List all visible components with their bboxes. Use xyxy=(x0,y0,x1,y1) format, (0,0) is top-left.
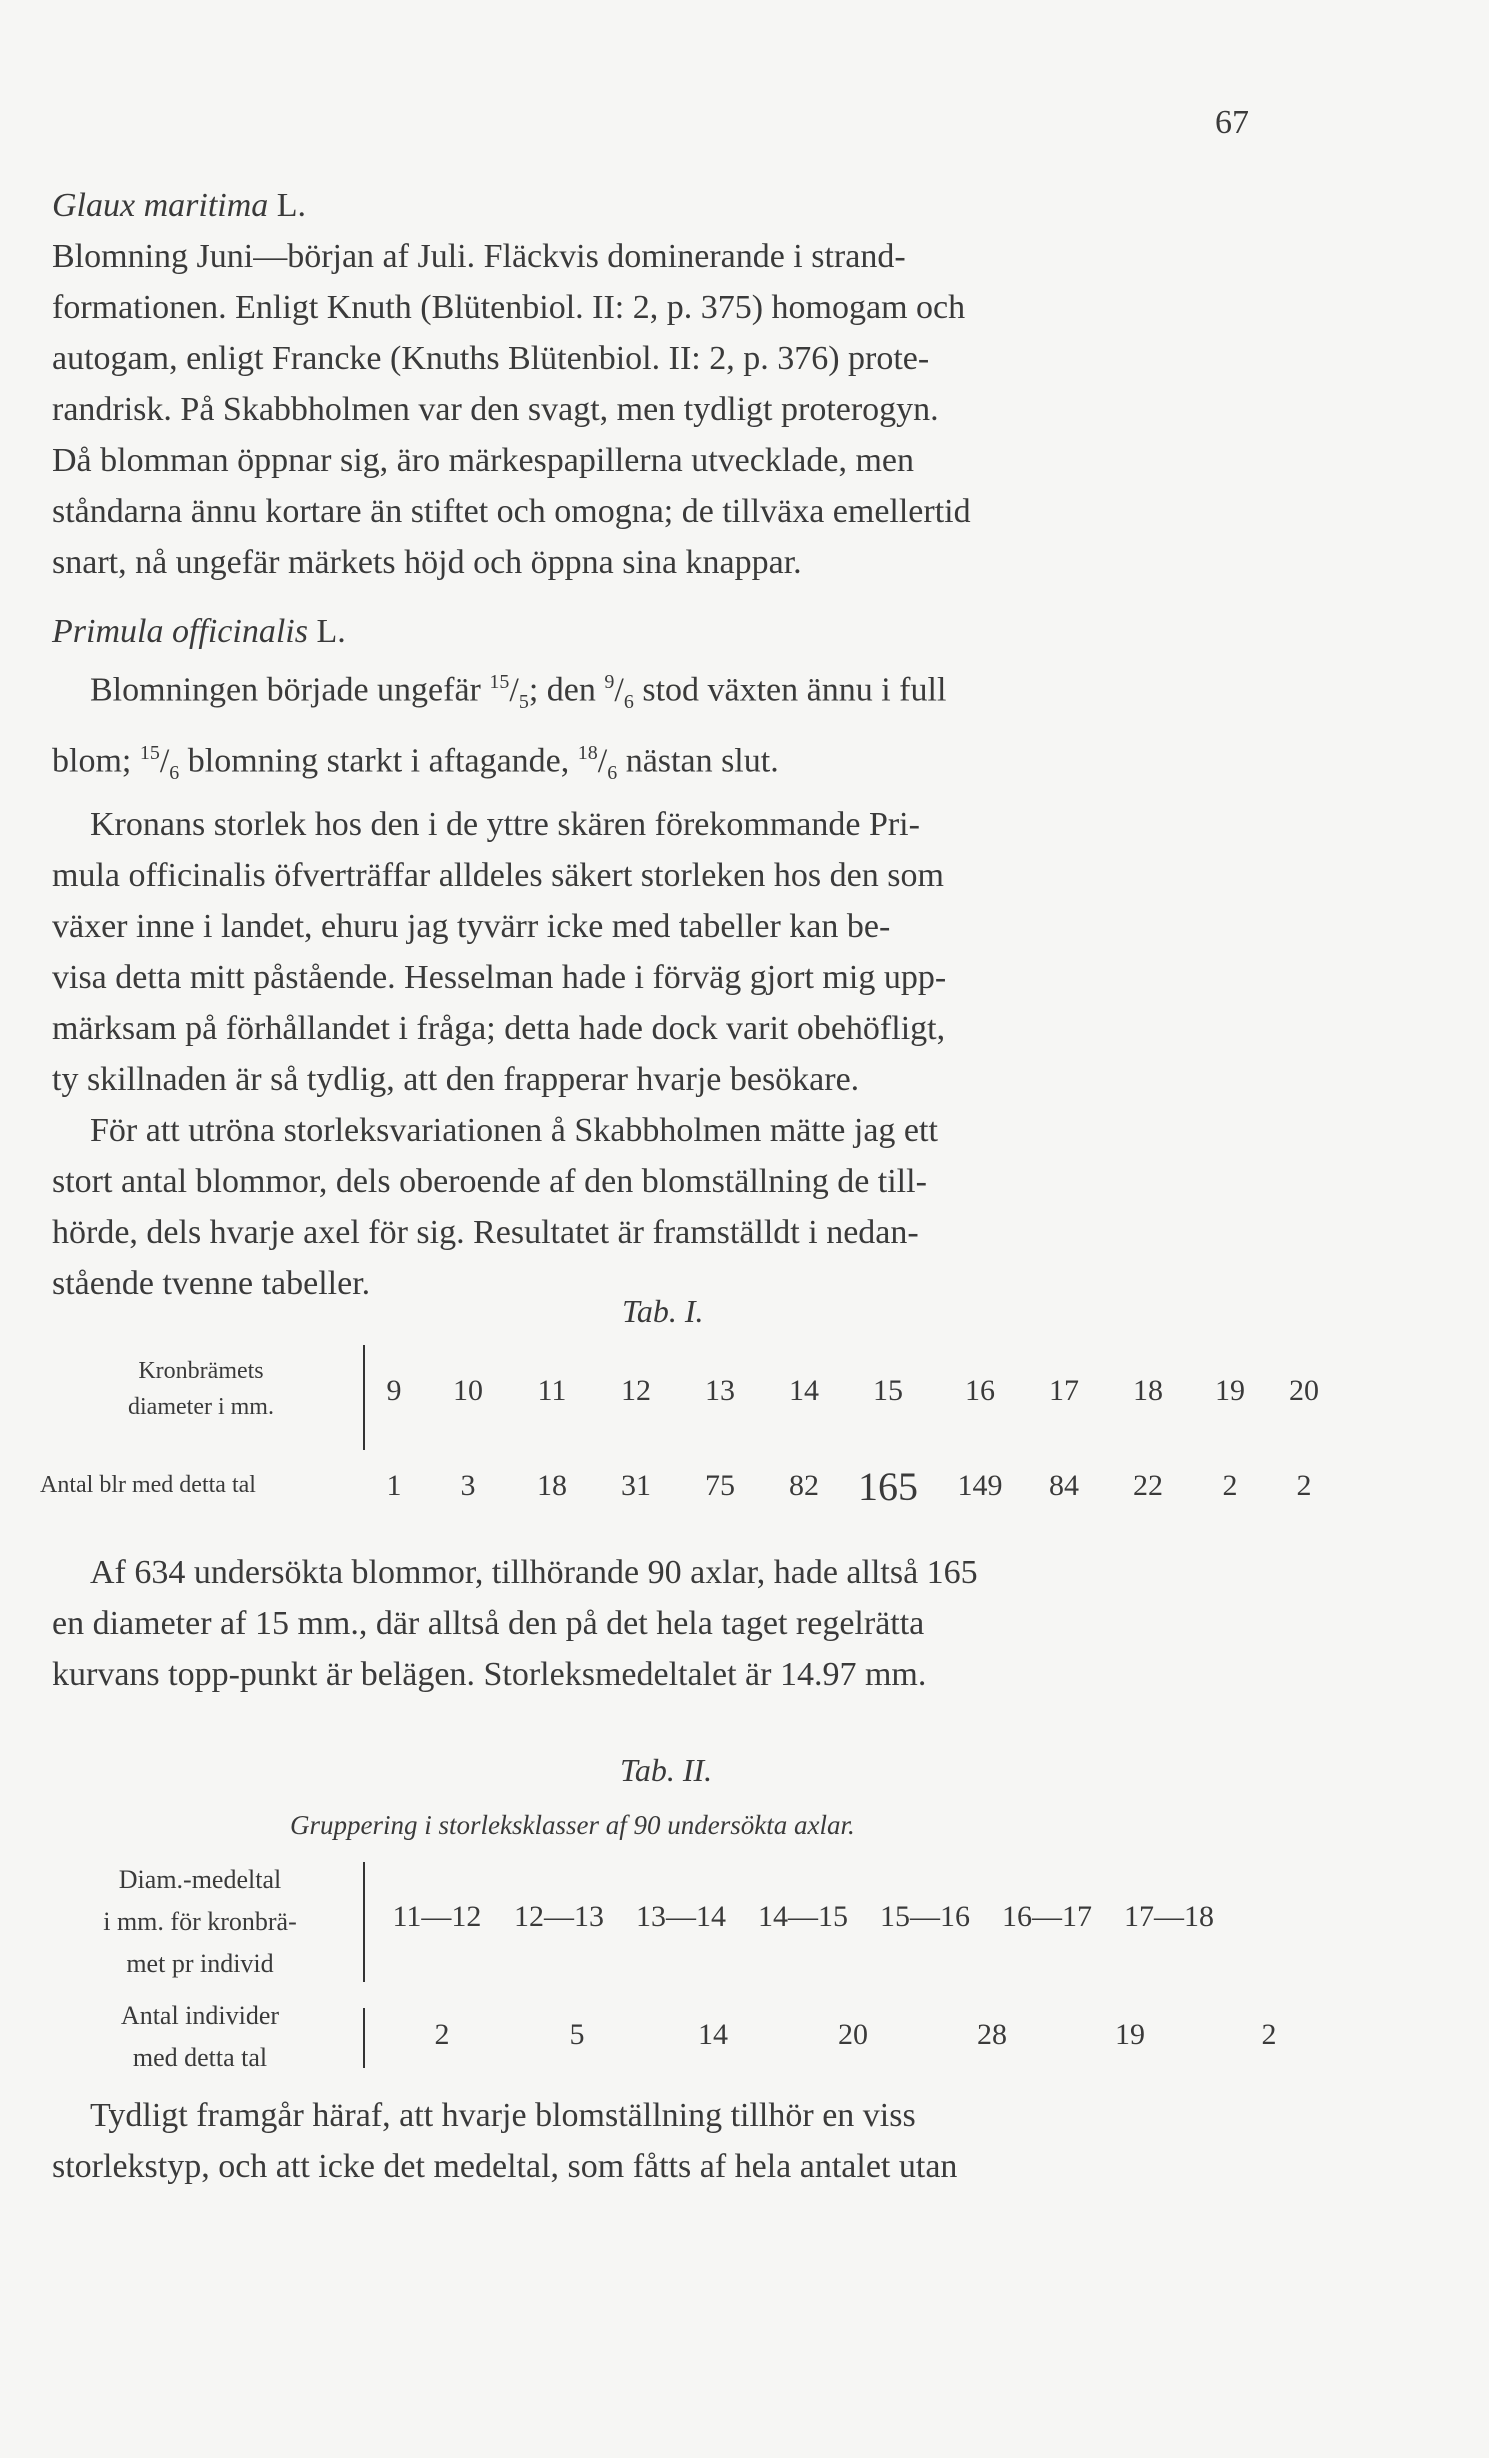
fraction-num: 18 xyxy=(577,742,598,765)
table2-row-label xyxy=(70,1995,330,2079)
table2-class-cell: 13—14 xyxy=(636,1900,726,1933)
table1-diameter-cell: 9 xyxy=(386,1374,402,1407)
table1-header-label xyxy=(40,1353,362,1425)
table2-header-line: Diam.-medeltal xyxy=(118,1865,282,1894)
text-line: stående tvenne tabeller. xyxy=(52,1265,371,1303)
table2-class-cell: 14—15 xyxy=(758,1900,848,1933)
table2-class-cell: 15—16 xyxy=(880,1900,970,1933)
fraction-num: 15 xyxy=(489,671,510,693)
table1-row-label: Antal blr med detta tal xyxy=(40,1472,256,1498)
table2-class-cell: 11—12 xyxy=(392,1900,482,1933)
table2-count-cell: 20 xyxy=(838,2018,868,2051)
table1-diameter-cell: 14 xyxy=(789,1374,819,1407)
table2-count-cell: 2 xyxy=(434,2018,450,2051)
table1-count-cell: 22 xyxy=(1133,1469,1163,1502)
text-fragment: nästan slut. xyxy=(617,742,779,780)
table1-count-cell: 82 xyxy=(789,1469,819,1502)
table2-count-cell: 14 xyxy=(698,2018,728,2051)
text-line: Tydligt framgår häraf, att hvarje blomställning tillhör en viss xyxy=(90,2097,916,2134)
text-line: Af 634 undersökta blommor, tillhörande 90 axlar, hade alltså 165 xyxy=(90,1554,978,1591)
species-author: L. xyxy=(268,187,307,224)
species-author: L. xyxy=(307,613,346,650)
fraction-den: 6 xyxy=(623,691,634,714)
section-glaux xyxy=(52,180,1322,588)
fraction-den: 5 xyxy=(518,691,529,714)
text-line xyxy=(52,657,1322,728)
text-line: hörde, dels hvarje axel för sig. Resultatet är framställdt i nedan- xyxy=(52,1214,919,1252)
table1-diameter-cell: 18 xyxy=(1133,1374,1163,1407)
fraction-num: 15 xyxy=(139,742,160,765)
page-number: 67 xyxy=(1215,104,1249,141)
fraction-den: 6 xyxy=(169,762,180,785)
table1-count-cell: 149 xyxy=(957,1469,1003,1502)
text-line xyxy=(52,728,1322,799)
text-fragment: ; den xyxy=(528,671,605,709)
fraction-den: 6 xyxy=(607,762,618,785)
table2-divider xyxy=(363,1862,365,1982)
text-fragment: blom; xyxy=(52,742,140,780)
text-line: visa detta mitt påstående. Hesselman hade i förväg gjort mig upp- xyxy=(52,959,947,997)
table2-row-line: Antal individer xyxy=(120,2001,280,2030)
table1-diameter-cell: 17 xyxy=(1049,1374,1079,1407)
table2-class-cell: 17—18 xyxy=(1124,1900,1214,1933)
table1-count-cell: 1 xyxy=(386,1469,402,1502)
table1-diameter-cell: 15 xyxy=(873,1374,903,1407)
table1-diameter-cell: 16 xyxy=(965,1374,995,1407)
text-line: Blomning Juni—början af Juli. Fläckvis dominerande i strand- xyxy=(52,238,906,275)
table1-diameter-cell: 20 xyxy=(1289,1374,1319,1407)
fraction-num: 9 xyxy=(604,671,615,693)
species-name: Primula officinalis xyxy=(52,613,308,650)
summary-paragraph xyxy=(52,1547,1322,1700)
text-line: För att utröna storleksvariationen å Skabbholmen mätte jag ett xyxy=(90,1112,938,1150)
text-line: ståndarna ännu kortare än stiftet och omogna; de tillväxa emellertid xyxy=(52,493,971,530)
table1-title: Tab. I. xyxy=(622,1293,704,1329)
fraction-slash: / xyxy=(509,671,519,709)
table1-diameter-cell: 19 xyxy=(1215,1374,1245,1407)
closing-paragraph xyxy=(52,2090,1322,2192)
text-line: snart, nå ungefär märkets höjd och öppna sina knappar. xyxy=(52,544,802,581)
table2-count-cell: 19 xyxy=(1115,2018,1145,2051)
table2-count-cell: 5 xyxy=(569,2018,585,2051)
text-line: Kronans storlek hos den i de yttre skären förekommande Pri- xyxy=(90,806,920,844)
text-line: kurvans topp-punkt är belägen. Storleksmedeltalet är 14.97 mm. xyxy=(52,1656,927,1693)
table1-count-cell: 18 xyxy=(537,1469,567,1502)
table2-count-cell: 2 xyxy=(1261,2018,1277,2051)
text-line: växer inne i landet, ehuru jag tyvärr icke med tabeller kan be- xyxy=(52,908,891,946)
table2-row-line: med detta tal xyxy=(132,2043,268,2072)
text-line: stort antal blommor, dels oberoende af den blomställning de till- xyxy=(52,1163,927,1201)
table2-header-line: i mm. för kronbrä- xyxy=(103,1907,297,1936)
table1-header-line: Kronbrämets xyxy=(138,1358,264,1384)
table1-count-cell-peak: 165 xyxy=(858,1464,918,1509)
fraction-slash: / xyxy=(614,671,624,709)
table1-count-cell: 84 xyxy=(1049,1469,1079,1502)
table2-class-cell: 12—13 xyxy=(514,1900,604,1933)
table1-diameter-cell: 12 xyxy=(621,1374,651,1407)
text-line: autogam, enligt Francke (Knuths Blütenbiol. II: 2, p. 376) prote- xyxy=(52,340,930,377)
table1-header-line: diameter i mm. xyxy=(128,1394,274,1420)
text-line: formationen. Enligt Knuth (Blütenbiol. II: 2, p. 375) homogam och xyxy=(52,289,966,326)
text-line: storlekstyp, och att icke det medeltal, som fåtts af hela antalet utan xyxy=(52,2148,958,2185)
table2-header-label xyxy=(50,1859,350,1985)
text-line: randrisk. På Skabbholmen var den svagt, men tydligt proterogyn. xyxy=(52,391,939,428)
text-fragment: blomning starkt i aftagande, xyxy=(179,742,578,780)
text-line: Då blomman öppnar sig, äro märkespapillerna utvecklade, men xyxy=(52,442,914,479)
species-name: Glaux maritima xyxy=(52,187,269,224)
fraction-slash: / xyxy=(159,742,170,780)
species-heading xyxy=(52,180,1322,231)
text-line: en diameter af 15 mm., där alltså den på det hela taget regelrätta xyxy=(52,1605,925,1642)
table1-count-cell: 2 xyxy=(1222,1469,1238,1502)
table2-class-cell: 16—17 xyxy=(1002,1900,1092,1933)
section-primula xyxy=(52,606,1322,1309)
species-heading xyxy=(52,606,1322,657)
table2-divider-lower xyxy=(363,2008,365,2068)
table1-count-cell: 75 xyxy=(705,1469,735,1502)
fraction-slash: / xyxy=(597,742,608,780)
table1-count-cell: 31 xyxy=(621,1469,651,1502)
text-line: mula officinalis öfverträffar alldeles säkert storleken hos den som xyxy=(52,857,944,895)
table2-header-line: met pr individ xyxy=(126,1949,274,1978)
table1-diameter-cell: 13 xyxy=(705,1374,735,1407)
table1-count-cell: 3 xyxy=(460,1469,476,1502)
table1-count-cell: 2 xyxy=(1296,1469,1312,1502)
table2-count-cell: 28 xyxy=(977,2018,1007,2051)
text-fragment: stod växten ännu i full xyxy=(633,671,947,709)
table1-diameter-cell: 10 xyxy=(453,1374,483,1407)
table2-title: Tab. II. xyxy=(620,1752,713,1788)
table1-diameter-cell: 11 xyxy=(537,1374,567,1407)
text-line: märksam på förhållandet i fråga; detta hade dock varit obehöfligt, xyxy=(52,1010,946,1048)
text-fragment: Blomningen började ungefär xyxy=(90,671,490,709)
text-line: ty skillnaden är så tydlig, att den frapperar hvarje besökare. xyxy=(52,1061,860,1099)
table2-caption: Gruppering i storleksklasser af 90 undersökta axlar. xyxy=(290,1810,855,1840)
